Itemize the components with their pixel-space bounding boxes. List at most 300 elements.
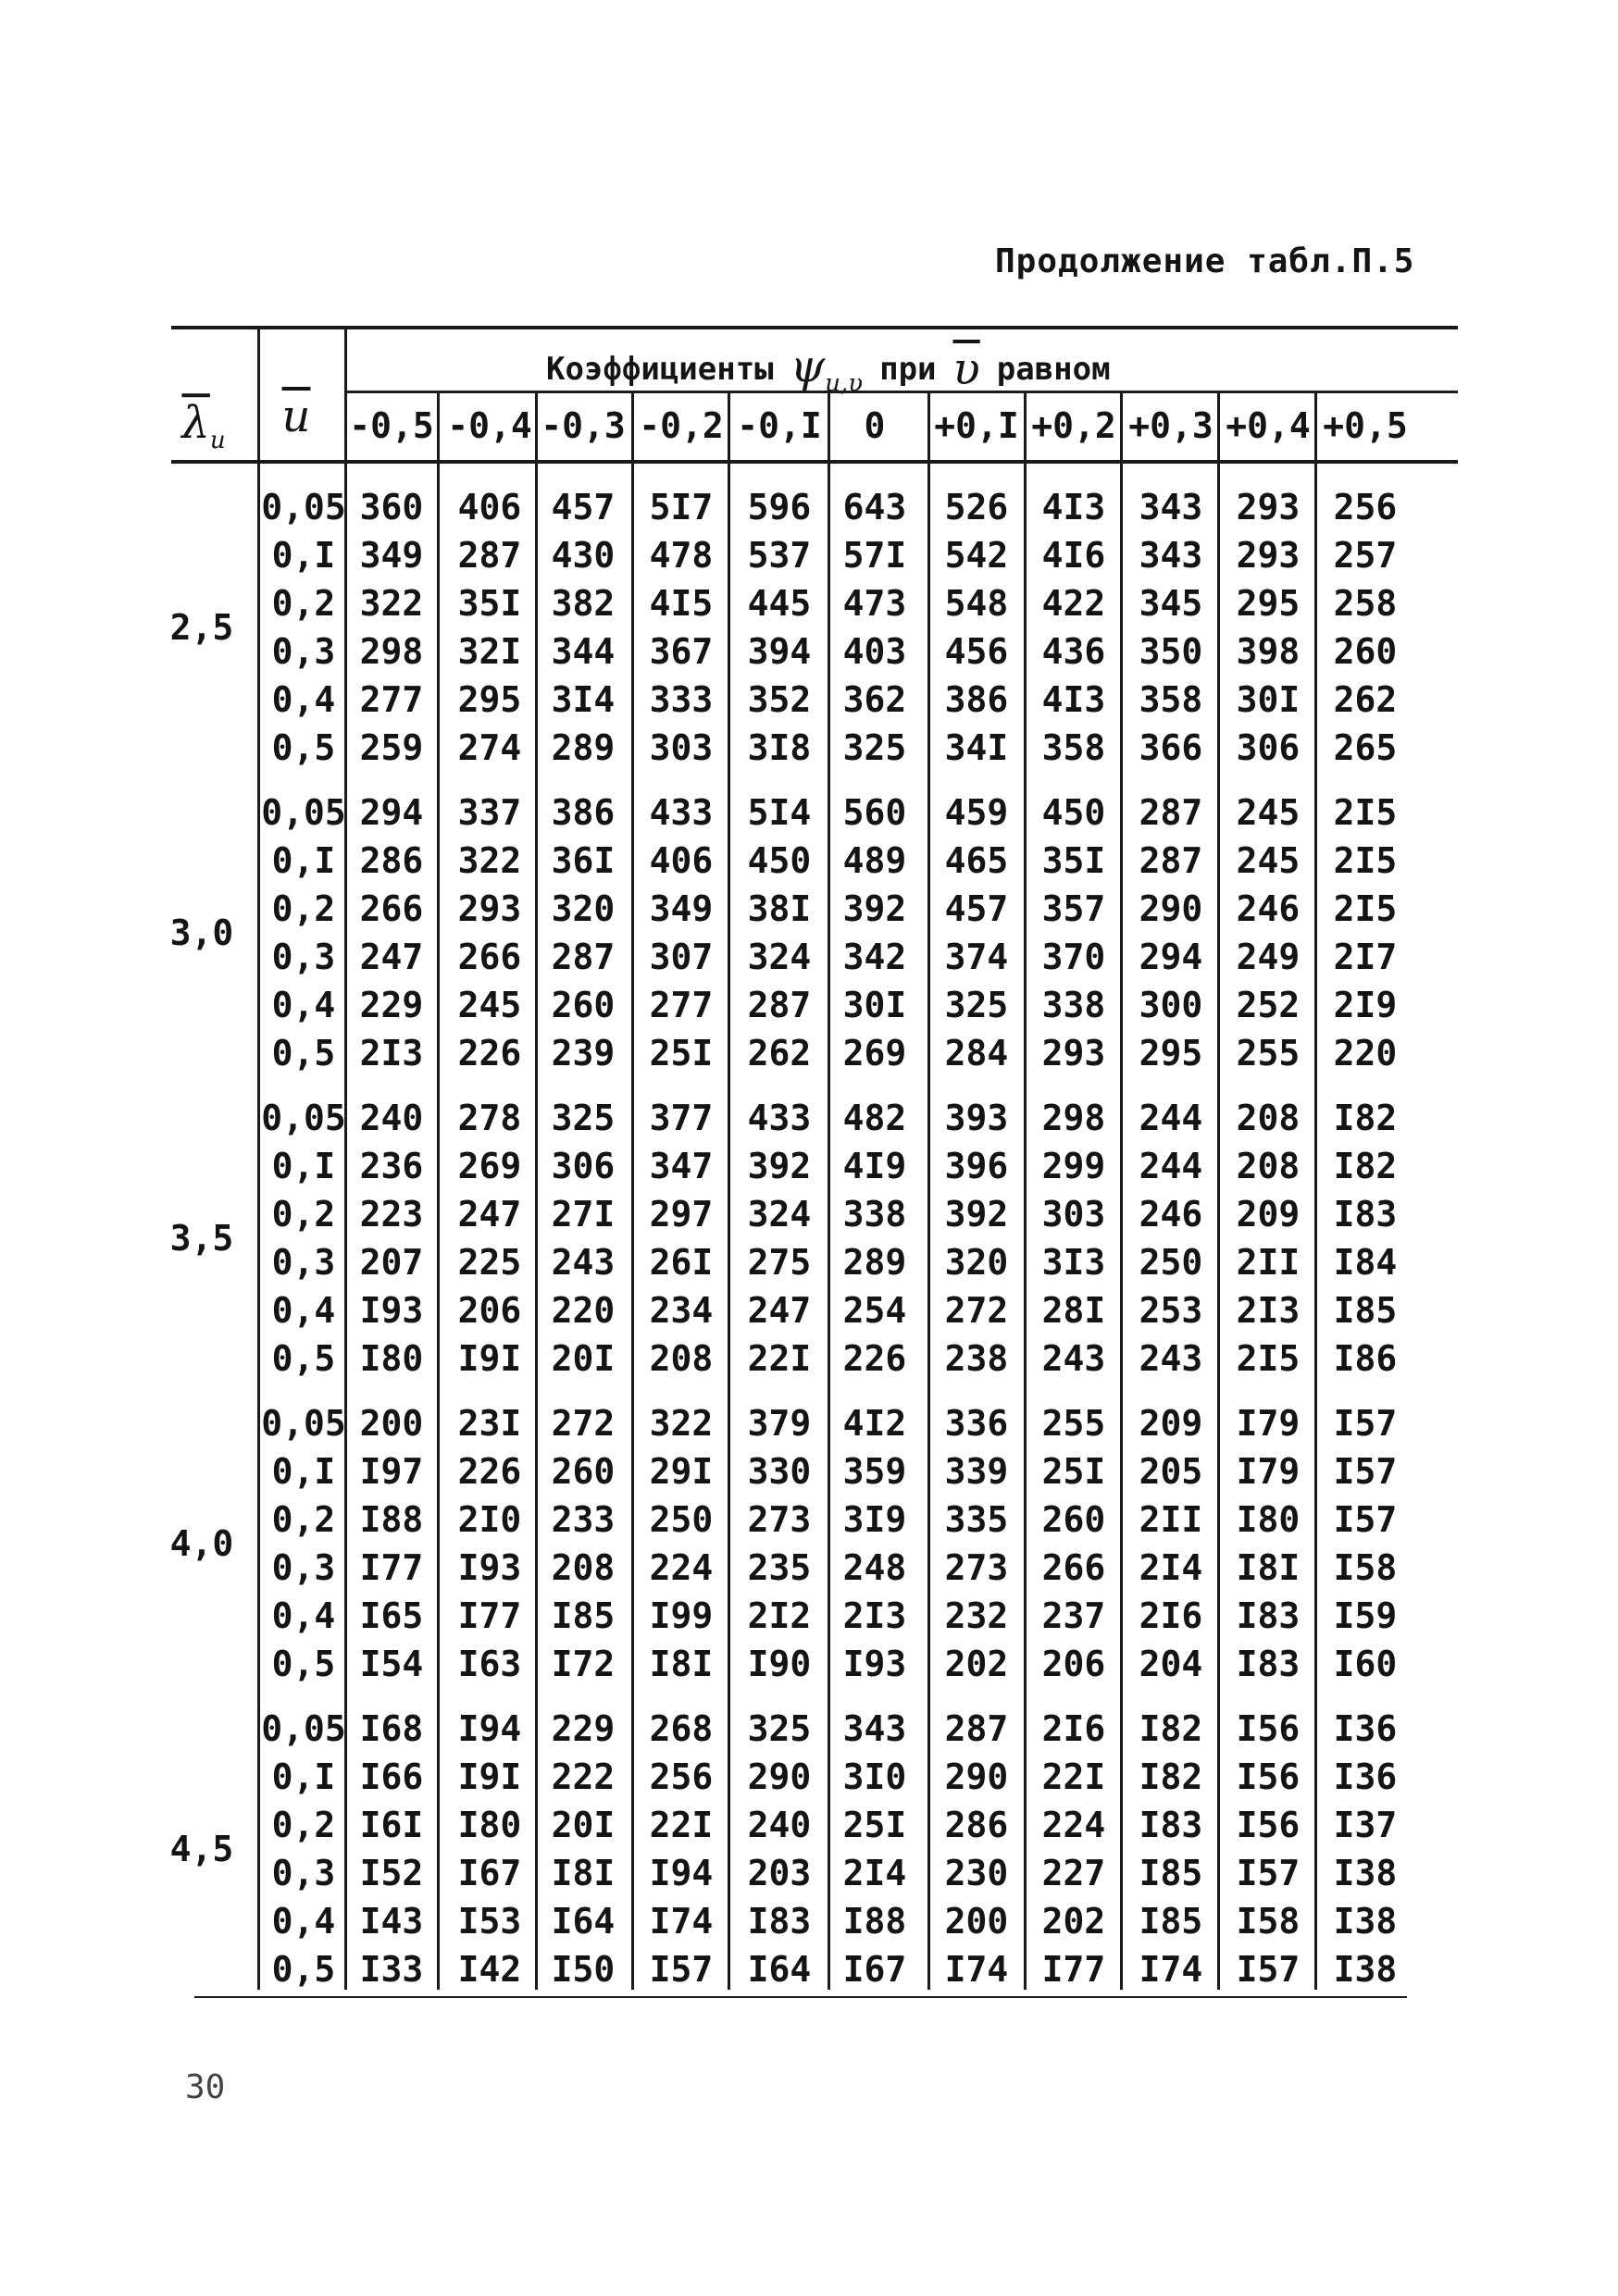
u-value: 0,3: [271, 1547, 336, 1588]
coefficient-cell: 456: [944, 631, 1009, 672]
coefficient-cell: I36: [1333, 1756, 1398, 1797]
coefficient-cell: I57: [649, 1949, 714, 1990]
coefficient-cell: I8I: [551, 1853, 616, 1893]
column-divider: [1217, 393, 1220, 1990]
coefficient-cell: I93: [842, 1644, 907, 1684]
coefficient-cell: 322: [359, 583, 424, 624]
coefficient-cell: 2II: [1139, 1499, 1203, 1540]
coefficient-cell: I83: [1236, 1644, 1301, 1684]
u-value: 0,5: [271, 1949, 336, 1990]
coefficient-cell: 295: [1236, 583, 1301, 624]
coefficient-cell: 473: [842, 583, 907, 624]
coefficient-cell: 245: [1236, 792, 1301, 833]
coefficient-cell: 36I: [551, 840, 616, 881]
coefficient-cell: 256: [1333, 487, 1398, 527]
coefficient-cell: 200: [944, 1901, 1009, 1942]
coefficient-cell: I84: [1333, 1242, 1398, 1283]
coefficient-cell: 367: [649, 631, 714, 672]
coefficient-cell: 208: [649, 1338, 714, 1379]
coefficient-cell: 230: [944, 1853, 1009, 1893]
coefficient-cell: 224: [1041, 1805, 1106, 1845]
coefficient-cell: 250: [649, 1499, 714, 1540]
coefficient-cell: 204: [1139, 1644, 1203, 1684]
coefficient-cell: 202: [944, 1644, 1009, 1684]
coefficient-cell: 344: [551, 631, 616, 672]
lambda-value: 2,5: [169, 607, 234, 648]
coefficient-cell: 422: [1041, 583, 1106, 624]
coefficient-cell: 436: [1041, 631, 1106, 672]
coefficient-cell: 2I4: [1139, 1547, 1203, 1588]
coefficient-cell: 465: [944, 840, 1009, 881]
coefficient-cell: I52: [359, 1853, 424, 1893]
coefficient-cell: 238: [944, 1338, 1009, 1379]
coefficient-cell: I67: [842, 1949, 907, 1990]
lambda-value: 4,0: [169, 1523, 234, 1564]
coefficient-cell: 260: [551, 985, 616, 1025]
coefficient-cell: 5I7: [649, 487, 714, 527]
coefficient-cell: 450: [747, 840, 812, 881]
coefficient-cell: 526: [944, 487, 1009, 527]
u-value: 0,4: [271, 985, 336, 1025]
coefficient-cell: 2I3: [359, 1033, 424, 1074]
coefficient-cell: 560: [842, 792, 907, 833]
u-value: 0,05: [261, 1708, 346, 1749]
column-divider: [828, 393, 830, 1990]
coefficient-cell: 3I9: [842, 1499, 907, 1540]
coefficient-cell: I66: [359, 1756, 424, 1797]
coefficient-cell: 240: [359, 1098, 424, 1138]
u-value: 0,4: [271, 1901, 336, 1942]
column-divider: [1314, 393, 1317, 1990]
coefficient-cell: I94: [649, 1853, 714, 1893]
coefficient-cell: 2I6: [1139, 1595, 1203, 1636]
coefficient-cell: 330: [747, 1451, 812, 1492]
coefficient-cell: 379: [747, 1403, 812, 1444]
coefficients-header: [546, 341, 1111, 398]
coefficient-cell: 265: [1333, 727, 1398, 768]
coefficient-cell: 392: [944, 1194, 1009, 1235]
coefficient-cell: 226: [457, 1451, 522, 1492]
coefficient-cell: 342: [842, 937, 907, 977]
u-value: 0,5: [271, 1033, 336, 1074]
v-header-cell: +0,4: [1226, 405, 1311, 446]
coefficient-cell: 294: [359, 792, 424, 833]
v-header-cell: -0,2: [639, 405, 724, 446]
coefficient-cell: I79: [1236, 1403, 1301, 1444]
coefficient-cell: 25I: [842, 1805, 907, 1845]
coefficient-cell: 482: [842, 1098, 907, 1138]
coefficient-cell: 35I: [1041, 840, 1106, 881]
coefficient-cell: 235: [747, 1547, 812, 1588]
coefficient-cell: I88: [842, 1901, 907, 1942]
table-bottom-rule: [194, 1996, 1407, 1998]
coefficient-cell: 306: [551, 1146, 616, 1186]
coefficient-cell: 338: [842, 1194, 907, 1235]
coefficient-cell: 2I9: [1333, 985, 1398, 1025]
coefficient-cell: 457: [944, 888, 1009, 929]
coefficient-cell: I57: [1333, 1499, 1398, 1540]
coefficient-cell: 278: [457, 1098, 522, 1138]
coefficient-cell: I42: [457, 1949, 522, 1990]
coefficient-cell: I99: [649, 1595, 714, 1636]
coefficient-cell: I56: [1236, 1708, 1301, 1749]
coefficient-cell: I90: [747, 1644, 812, 1684]
coefficient-cell: 249: [1236, 937, 1301, 977]
coefficient-cell: I58: [1333, 1547, 1398, 1588]
coefficient-cell: 386: [551, 792, 616, 833]
u-value: 0,05: [261, 1098, 346, 1138]
column-divider: [1120, 393, 1123, 1990]
coefficient-cell: I54: [359, 1644, 424, 1684]
coefficient-cell: 260: [551, 1451, 616, 1492]
coefficient-cell: 237: [1041, 1595, 1106, 1636]
coefficient-cell: 226: [842, 1338, 907, 1379]
u-value: 0,I: [271, 840, 336, 881]
coefficient-cell: 336: [944, 1403, 1009, 1444]
u-value: 0,4: [271, 1595, 336, 1636]
coefficient-cell: 297: [649, 1194, 714, 1235]
u-value: 0,3: [271, 937, 336, 977]
coefficient-cell: 392: [747, 1146, 812, 1186]
coefficient-cell: I50: [551, 1949, 616, 1990]
coefficient-cell: I83: [1139, 1805, 1203, 1845]
coefficient-cell: I82: [1139, 1756, 1203, 1797]
coefficient-cell: 205: [1139, 1451, 1203, 1492]
coefficient-cell: 206: [1041, 1644, 1106, 1684]
coefficient-cell: I83: [1236, 1595, 1301, 1636]
column-divider: [1024, 393, 1027, 1990]
header-title-mid: при: [879, 350, 937, 388]
v-header-cell: 0: [864, 405, 886, 446]
coefficient-cell: I57: [1236, 1853, 1301, 1893]
coefficient-cell: 643: [842, 487, 907, 527]
coefficient-cell: 290: [747, 1756, 812, 1797]
coefficient-cell: 2I5: [1236, 1338, 1301, 1379]
u-value: 0,5: [271, 1644, 336, 1684]
coefficient-cell: 542: [944, 535, 1009, 576]
coefficient-cell: 307: [649, 937, 714, 977]
coefficient-cell: 4I3: [1041, 487, 1106, 527]
coefficient-cell: I56: [1236, 1756, 1301, 1797]
coefficient-cell: 22I: [747, 1338, 812, 1379]
coefficient-cell: 4I2: [842, 1403, 907, 1444]
coefficient-cell: 268: [649, 1708, 714, 1749]
u-value: 0,I: [271, 535, 336, 576]
coefficient-cell: I77: [1041, 1949, 1106, 1990]
coefficient-cell: 322: [457, 840, 522, 881]
u-value: 0,5: [271, 1338, 336, 1379]
coefficient-cell: 359: [842, 1451, 907, 1492]
coefficient-cell: 254: [842, 1290, 907, 1331]
coefficient-cell: 290: [1139, 888, 1203, 929]
coefficient-cell: 266: [457, 937, 522, 977]
u-value: 0,05: [261, 487, 346, 527]
coefficient-cell: 358: [1139, 679, 1203, 720]
page-number: 30: [185, 2068, 226, 2106]
coefficient-cell: 290: [944, 1756, 1009, 1797]
coefficient-cell: 548: [944, 583, 1009, 624]
coefficient-cell: 349: [649, 888, 714, 929]
coefficient-cell: I36: [1333, 1708, 1398, 1749]
coefficient-cell: 233: [551, 1499, 616, 1540]
coefficient-cell: 245: [457, 985, 522, 1025]
coefficient-cell: 298: [1041, 1098, 1106, 1138]
coefficient-cell: 207: [359, 1242, 424, 1283]
coefficient-cell: 289: [842, 1242, 907, 1283]
coefficient-cell: 2I5: [1333, 792, 1398, 833]
coefficient-cell: 445: [747, 583, 812, 624]
coefficient-cell: 57I: [842, 535, 907, 576]
coefficient-cell: 200: [359, 1403, 424, 1444]
coefficient-cell: 357: [1041, 888, 1106, 929]
coefficient-cell: 596: [747, 487, 812, 527]
coefficient-cell: 252: [1236, 985, 1301, 1025]
table-caption: Продолжение табл.П.5: [995, 242, 1415, 280]
coefficient-cell: 26I: [649, 1242, 714, 1283]
coefficient-cell: I6I: [359, 1805, 424, 1845]
coefficient-cell: 393: [944, 1098, 1009, 1138]
coefficient-cell: 287: [747, 985, 812, 1025]
coefficient-cell: 293: [457, 888, 522, 929]
lambda-column-divider: [257, 329, 260, 1990]
coefficient-cell: 277: [359, 679, 424, 720]
coefficient-cell: 269: [842, 1033, 907, 1074]
coefficient-cell: I68: [359, 1708, 424, 1749]
coefficient-cell: 537: [747, 535, 812, 576]
coefficient-cell: 392: [842, 888, 907, 929]
coefficient-cell: I77: [359, 1547, 424, 1588]
coefficient-cell: I80: [359, 1338, 424, 1379]
coefficient-cell: 322: [649, 1403, 714, 1444]
coefficient-cell: I37: [1333, 1805, 1398, 1845]
coefficient-cell: 277: [649, 985, 714, 1025]
coefficient-cell: 2I6: [1041, 1708, 1106, 1749]
header-bottom-rule: [171, 460, 1458, 464]
coefficient-cell: 30I: [1236, 679, 1301, 720]
coefficient-cell: 253: [1139, 1290, 1203, 1331]
coefficient-cell: 2I3: [842, 1595, 907, 1636]
coefficient-cell: 269: [457, 1146, 522, 1186]
coefficient-cell: 260: [1041, 1499, 1106, 1540]
v-header-cell: +0,3: [1128, 405, 1214, 446]
coefficient-cell: I58: [1236, 1901, 1301, 1942]
coefficient-cell: 343: [1139, 487, 1203, 527]
coefficient-cell: 203: [747, 1853, 812, 1893]
coefficient-cell: 335: [944, 1499, 1009, 1540]
coefficient-cell: 3I0: [842, 1756, 907, 1797]
coefficient-cell: 2II: [1236, 1242, 1301, 1283]
coefficient-cell: 2I0: [457, 1499, 522, 1540]
coefficient-cell: 239: [551, 1033, 616, 1074]
coefficient-cell: 343: [1139, 535, 1203, 576]
coefficient-cell: I8I: [649, 1644, 714, 1684]
coefficient-cell: 209: [1139, 1403, 1203, 1444]
coefficient-cell: 2I4: [842, 1853, 907, 1893]
coefficient-cell: 243: [551, 1242, 616, 1283]
coefficient-cell: I64: [747, 1949, 812, 1990]
coefficient-cell: 370: [1041, 937, 1106, 977]
coefficient-cell: 234: [649, 1290, 714, 1331]
coefficient-cell: 258: [1333, 583, 1398, 624]
coefficient-cell: 266: [1041, 1547, 1106, 1588]
coefficient-cell: 345: [1139, 583, 1203, 624]
coefficient-cell: I85: [1139, 1901, 1203, 1942]
coefficient-cell: 374: [944, 937, 1009, 977]
coefficient-cell: 398: [1236, 631, 1301, 672]
lambda-value: 3,5: [169, 1218, 234, 1259]
coefficient-cell: 2I7: [1333, 937, 1398, 977]
coefficient-cell: I80: [1236, 1499, 1301, 1540]
coefficient-cell: I33: [359, 1949, 424, 1990]
coefficient-cell: 243: [1139, 1338, 1203, 1379]
coefficient-cell: 343: [842, 1708, 907, 1749]
coefficient-cell: 2I3: [1236, 1290, 1301, 1331]
coefficient-cell: 287: [457, 535, 522, 576]
coefficient-cell: 298: [359, 631, 424, 672]
coefficient-cell: 229: [359, 985, 424, 1025]
coefficient-cell: 208: [551, 1547, 616, 1588]
u-value: 0,2: [271, 1194, 336, 1235]
coefficient-cell: I57: [1333, 1451, 1398, 1492]
coefficient-cell: I38: [1333, 1853, 1398, 1893]
coefficient-cell: 20I: [551, 1338, 616, 1379]
coefficient-cell: 222: [551, 1756, 616, 1797]
coefficient-cell: 273: [747, 1499, 812, 1540]
coefficient-cell: I94: [457, 1708, 522, 1749]
u-value: 0,2: [271, 1499, 336, 1540]
coefficient-cell: 244: [1139, 1146, 1203, 1186]
coefficient-cell: 394: [747, 631, 812, 672]
coefficient-cell: 362: [842, 679, 907, 720]
coefficient-cell: 325: [944, 985, 1009, 1025]
coefficient-cell: 284: [944, 1033, 1009, 1074]
coefficient-cell: 255: [1236, 1033, 1301, 1074]
coefficient-cell: I60: [1333, 1644, 1398, 1684]
coefficient-cell: I9I: [457, 1338, 522, 1379]
coefficient-cell: I74: [1139, 1949, 1203, 1990]
coefficient-cell: 299: [1041, 1146, 1106, 1186]
coefficient-cell: 287: [944, 1708, 1009, 1749]
coefficient-cell: I86: [1333, 1338, 1398, 1379]
u-column-header: и: [281, 391, 311, 442]
coefficient-cell: 273: [944, 1547, 1009, 1588]
coefficient-cell: I79: [1236, 1451, 1301, 1492]
u-value: 0,5: [271, 727, 336, 768]
coefficient-cell: 3I8: [747, 727, 812, 768]
column-divider: [728, 393, 730, 1990]
coefficient-cell: 4I3: [1041, 679, 1106, 720]
header-title-prefix: Коэффициенты: [546, 350, 774, 388]
coefficient-cell: I85: [1139, 1853, 1203, 1893]
coefficient-cell: 232: [944, 1595, 1009, 1636]
coefficient-cell: 325: [747, 1708, 812, 1749]
lambda-value: 4,5: [169, 1829, 234, 1869]
coefficient-cell: 403: [842, 631, 907, 672]
coefficient-cell: 32I: [457, 631, 522, 672]
coefficient-cell: I74: [649, 1901, 714, 1942]
v-header-cell: -0,I: [737, 405, 822, 446]
coefficient-cell: 256: [649, 1756, 714, 1797]
coefficient-cell: 202: [1041, 1901, 1106, 1942]
coefficient-cell: I67: [457, 1853, 522, 1893]
coefficient-cell: 349: [359, 535, 424, 576]
coefficient-cell: 377: [649, 1098, 714, 1138]
u-value: 0,2: [271, 1805, 336, 1845]
table-top-rule: [171, 326, 1458, 329]
coefficient-cell: I64: [551, 1901, 616, 1942]
coefficient-cell: 220: [1333, 1033, 1398, 1074]
coefficient-cell: 300: [1139, 985, 1203, 1025]
column-divider: [535, 393, 538, 1990]
coefficient-cell: 457: [551, 487, 616, 527]
coefficient-cell: 246: [1139, 1194, 1203, 1235]
coefficient-cell: 433: [747, 1098, 812, 1138]
coefficient-cell: 236: [359, 1146, 424, 1186]
coefficient-cell: I43: [359, 1901, 424, 1942]
u-value: 0,05: [261, 1403, 346, 1444]
coefficient-cell: 324: [747, 1194, 812, 1235]
coefficient-cell: I83: [1333, 1194, 1398, 1235]
coefficient-cell: 257: [1333, 535, 1398, 576]
column-divider: [631, 393, 634, 1990]
coefficient-cell: 29I: [649, 1451, 714, 1492]
coefficient-cell: 286: [359, 840, 424, 881]
coefficient-cell: 287: [1139, 792, 1203, 833]
coefficient-cell: I9I: [457, 1756, 522, 1797]
coefficient-cell: 430: [551, 535, 616, 576]
header-title-suffix: равном: [996, 350, 1111, 388]
u-value: 0,05: [261, 792, 346, 833]
v-symbol: $\overline{\upsilon}$: [952, 342, 980, 395]
coefficient-cell: I57: [1236, 1949, 1301, 1990]
coefficient-cell: 478: [649, 535, 714, 576]
u-value: 0,3: [271, 1853, 336, 1893]
coefficient-cell: 489: [842, 840, 907, 881]
coefficient-cell: 347: [649, 1146, 714, 1186]
coefficient-cell: 225: [457, 1242, 522, 1283]
u-value: 0,I: [271, 1146, 336, 1186]
coefficient-cell: 38I: [747, 888, 812, 929]
u-value: 0,4: [271, 1290, 336, 1331]
coefficient-cell: I97: [359, 1451, 424, 1492]
coefficient-cell: 243: [1041, 1338, 1106, 1379]
coefficient-cell: 35I: [457, 583, 522, 624]
u-value: 0,3: [271, 1242, 336, 1283]
coefficient-cell: 320: [551, 888, 616, 929]
psi-symbol: $\psi_{и,\upsilon}$: [790, 341, 864, 398]
coefficient-cell: 226: [457, 1033, 522, 1074]
coefficient-cell: I74: [944, 1949, 1009, 1990]
coefficient-cell: 286: [944, 1805, 1009, 1845]
coefficient-cell: 208: [1236, 1146, 1301, 1186]
lambda-value: 3,0: [169, 912, 234, 953]
coefficient-cell: 450: [1041, 792, 1106, 833]
coefficient-cell: 350: [1139, 631, 1203, 672]
coefficient-cell: 240: [747, 1805, 812, 1845]
v-header-cell: -0,3: [541, 405, 626, 446]
coefficient-cell: 209: [1236, 1194, 1301, 1235]
coefficient-cell: 320: [944, 1242, 1009, 1283]
coefficient-cell: 2I5: [1333, 840, 1398, 881]
u-value: 0,I: [271, 1451, 336, 1492]
coefficient-cell: 266: [359, 888, 424, 929]
coefficient-cell: 248: [842, 1547, 907, 1588]
coefficient-cell: 293: [1236, 535, 1301, 576]
coefficient-cell: 459: [944, 792, 1009, 833]
v-header-cell: +0,5: [1323, 405, 1408, 446]
coefficient-cell: 289: [551, 727, 616, 768]
coefficient-cell: 255: [1041, 1403, 1106, 1444]
